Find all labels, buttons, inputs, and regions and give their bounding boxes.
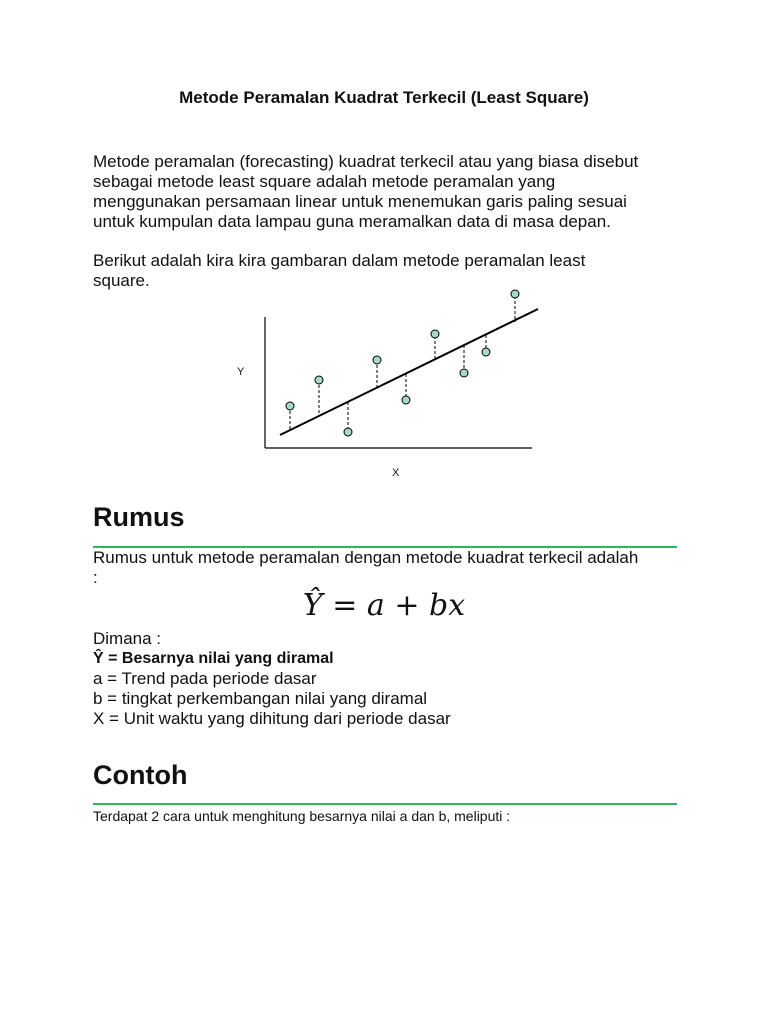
illustration-intro-line: square. — [93, 271, 150, 290]
definition-list — [93, 629, 451, 729]
data-point — [431, 330, 439, 338]
regression-line — [280, 309, 538, 435]
formula-bx: bx — [429, 588, 466, 623]
least-square-formula — [0, 588, 768, 623]
rumus-description-line: : — [93, 568, 98, 587]
data-point — [482, 348, 490, 356]
formula-a: a — [366, 588, 385, 623]
definition-a: a = Trend pada periode dasar — [93, 669, 317, 688]
definition-y-hat: Ŷ = Besarnya nilai yang diramal — [93, 650, 334, 667]
section-heading-contoh: Contoh — [93, 760, 188, 790]
intro-line: menggunakan persamaan linear untuk menemukan garis paling sesuai — [93, 192, 627, 211]
illustration-intro-line: Berikut adalah kira kira gambaran dalam metode peramalan least — [93, 251, 586, 270]
y-axis-label: Y — [237, 366, 245, 378]
definitions-intro: Dimana : — [93, 629, 162, 648]
rumus-description-line: Rumus untuk metode peramalan dengan metode kuadrat terkecil adalah — [93, 548, 639, 567]
x-axis-label: X — [392, 467, 400, 479]
intro-line: untuk kumpulan data lampau guna meramalkan data di masa depan. — [93, 212, 611, 231]
page-title: Metode Peramalan Kuadrat Terkecil (Least Square) — [179, 88, 589, 107]
data-point — [373, 356, 381, 364]
formula-plus: + — [394, 588, 420, 623]
contoh-description: Terdapat 2 cara untuk menghitung besarnya nilai a dan b, meliputi : — [93, 808, 511, 824]
data-point — [511, 290, 519, 298]
data-point — [315, 376, 323, 384]
data-point — [286, 402, 294, 410]
section-heading-rumus: Rumus — [93, 502, 185, 532]
intro-line: sebagai metode least square adalah metode peramalan yang — [93, 172, 556, 191]
intro-paragraph — [93, 152, 693, 232]
data-point — [402, 396, 410, 404]
definition-x: X = Unit waktu yang dihitung dari periode dasar — [93, 709, 451, 728]
least-square-illustration — [230, 285, 550, 480]
section-divider — [93, 803, 677, 805]
formula-y-hat: Ŷ — [302, 588, 323, 623]
rumus-description — [93, 548, 683, 588]
data-point — [460, 369, 468, 377]
definition-b: b = tingkat perkembangan nilai yang diramal — [93, 689, 428, 708]
data-point — [344, 428, 352, 436]
formula-equals: = — [332, 588, 358, 623]
intro-line: Metode peramalan (forecasting) kuadrat terkecil atau yang biasa disebut — [93, 152, 639, 171]
